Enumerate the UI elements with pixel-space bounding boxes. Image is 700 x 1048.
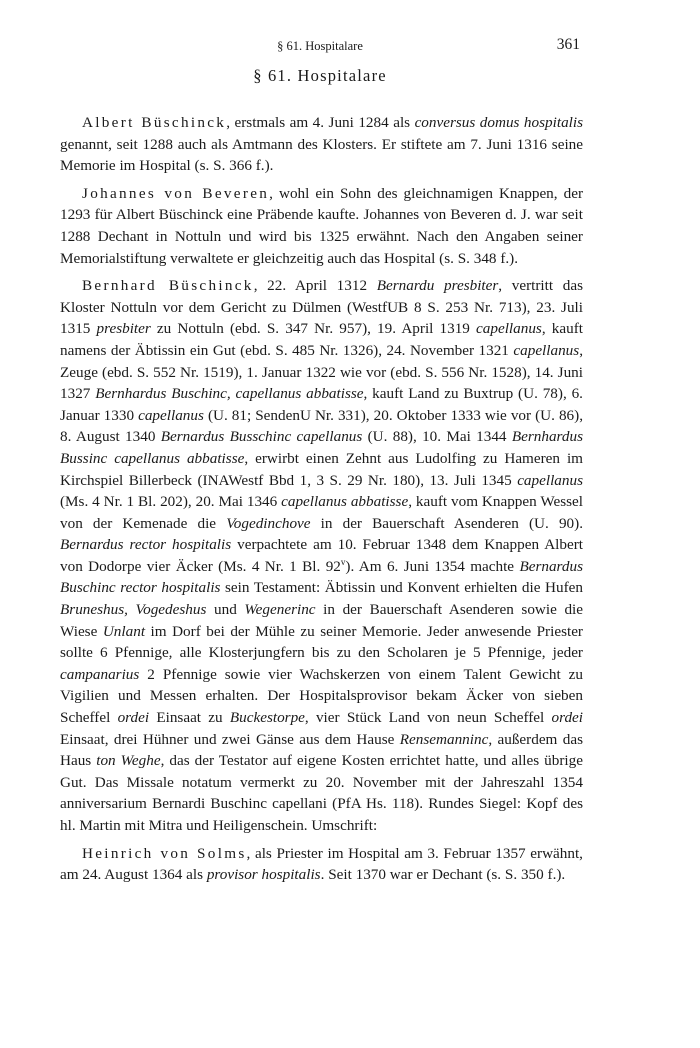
text-segment: , wohl ein Sohn des gleichnamigen Knappen, der 1293 für Albert Büschinck eine Präbende kaufte. Johannes von Beveren d. J. war seit 1288 Dechant in Nottuln und wird bis 1325 erwähnt. Nach den Angaben seiner Memorialstiftung verwaltete er gleichzeitig auch das Hospital (s. S. 348 f.). [60,184,584,267]
latin-term: Unlant [102,622,146,640]
text-segment: ). Am 6. Juni 1354 machte [345,557,520,575]
latin-term: conversus domus hospitalis [414,114,584,131]
person-name: Heinrich von Solms [82,844,247,862]
latin-term: Rensemanninc [399,730,489,748]
running-title: § 61. Hospitalare [277,39,363,53]
latin-term: Bernardus Busschinc capellanus [160,428,363,446]
entry-bernhard-bueschinck [60,275,583,836]
text-segment: . Seit 1370 war er Dechant (s. S. 350 f.). [320,866,566,884]
text-segment: 2 Pfennige sowie vier Wachskerzen von einem Talent Gewicht zu Vigilien und Messen erhalten. Der Hospitalsprovisor bekam Äcker von sieben Scheffel [60,665,583,727]
text-segment: , erwirbt einen Zehnt aus Ludolfing zu Hameren im Kirchspiel Billerbeck (INAWestf Bbd 1, 3 S. 29 Nr. 180), 13. Juli 1345 [60,449,583,489]
latin-term: Bernardus rector hospitalis [60,536,232,554]
text-segment: im Dorf bei der Mühle zu seiner Memorie. Jeder anwesende Priester sollte 6 Pfennige, alle Klosterjungfern bis zu den Scholaren je 5 Pfennige, jeder [60,622,583,662]
entry-johannes-von-beveren [60,183,583,269]
latin-term: Bernardus Buschinc rector hospitalis [60,557,583,597]
text-segment: und [206,601,245,619]
latin-term: capellanus [513,341,580,359]
text-segment: Einsaat, drei Hühner und zwei Gänse aus dem Hause [60,730,400,748]
text-segment: zu Nottuln (ebd. S. 347 Nr. 957), 19. April 1319 [150,320,477,338]
text-segment: (U. 81; SendenU Nr. 331), 20. Oktober 1333 wie vor (U. 86), 8. August 1340 [60,406,583,446]
latin-term: Bernardu presbiter [376,277,499,295]
text-segment: (PfA Hs. 118). Rundes Siegel: Kopf des hl. Martin mit Mitra und Heiligenschein. Umschrift: [60,795,584,834]
text-segment: (U. 88), 10. Mai 1344 [362,428,512,446]
entry-heinrich-von-solms [60,843,583,886]
latin-term: presbiter [96,320,151,338]
section-title: § 61. Hospitalare [253,66,387,85]
text-segment: , vertritt das Kloster Nottuln vor dem Gericht zu Dülmen (WestfUB 8 S. 253 Nr. 713), 23. Juli 1315 [60,277,583,338]
text-segment: , außerdem das Haus [60,730,583,770]
latin-term: provisor hospitalis [206,866,321,884]
text-segment: Einsaat zu [149,709,230,727]
page-number: 361 [556,36,580,53]
text-segment: , kauft namens der Äbtissin ein Gut (ebd. S. 485 Nr. 1326), 24. November 1321 [60,320,583,359]
text-segment: verpachtete am 10. Februar 1348 dem Knappen Albert von Dodorpe vier Äcker (Ms. 4 Nr. 1 Bl. 92 [60,536,584,575]
latin-term: Wegenerinc [244,601,316,619]
latin-term: capellanus [138,406,204,424]
latin-term: Buckestorpe [229,709,305,727]
text-segment: , kauft vom Knappen Wessel von der Kemenade die [60,493,583,532]
person-name: Johannes von Beveren [82,184,270,202]
text-segment: , kauft Land zu Buxtrup (U. 78), 6. Januar 1330 [60,385,583,424]
latin-term: Bruneshus, Vogedeshus [60,601,207,619]
person-name: Bernhard Büschinck [82,277,254,295]
text-segment: , erstmals am 4. Juni 1284 als [226,114,415,131]
latin-term: capellanus abbatisse [281,493,409,511]
latin-term: Vogedinchove [226,514,311,532]
person-name: Albert Büschinck [82,114,227,131]
seal-inscription: anniversarium Bernardi Buschinc capellani [60,795,327,813]
latin-term: ordei [117,709,150,727]
verso-superscript: v [340,556,346,567]
text-segment: , Zeuge (ebd. S. 552 Nr. 1519), 1. Januar 1322 wie vor (ebd. S. 556 Nr. 1528), 14. Juni 1327 [60,341,583,403]
text-segment: sein Testament: Äbtissin und Konvent erhielten die Hufen [220,579,583,597]
body-text [60,112,583,892]
text-segment: , als Priester im Hospital am 3. Februar 1357 erwähnt, am 24. August 1364 als [60,844,583,884]
text-segment: genannt, seit 1288 auch als Amtmann des Klosters. Er stiftete am 7. Juni 1316 seine Memorie im Hospital (s. S. 366 f.). [60,135,583,175]
latin-term: ton Weghe [96,752,161,770]
running-head [60,36,580,56]
text-segment: (Ms. 4 Nr. 1 Bl. 202), 20. Mai 1346 [60,493,282,511]
entry-albert-bueschinck [60,112,583,177]
latin-term: ordei [551,709,583,727]
latin-term: Bernhardus Bussinc capellanus abbatisse [60,428,583,467]
text-segment: , das der Testator auf eigene Kosten errichtet hatte, und alles übrige Gut. Das Missale notatum vermerkt zu 20. November mit der Jahreszahl 1354 [60,752,583,791]
text-segment: in der Bauerschaft Asenderen sowie die Wiese [60,601,584,640]
latin-term: campanarius [60,665,140,683]
latin-term: capellanus [517,471,583,489]
text-segment: in der Bauerschaft Asenderen (U. 90). [310,514,583,532]
text-segment: , vier Stück Land von neun Scheffel [304,709,552,727]
latin-term: capellanus [476,320,542,338]
latin-term: Bernhardus Buschinc, capellanus abbatisse [95,385,364,403]
text-segment: , 22. April 1312 [253,277,377,295]
